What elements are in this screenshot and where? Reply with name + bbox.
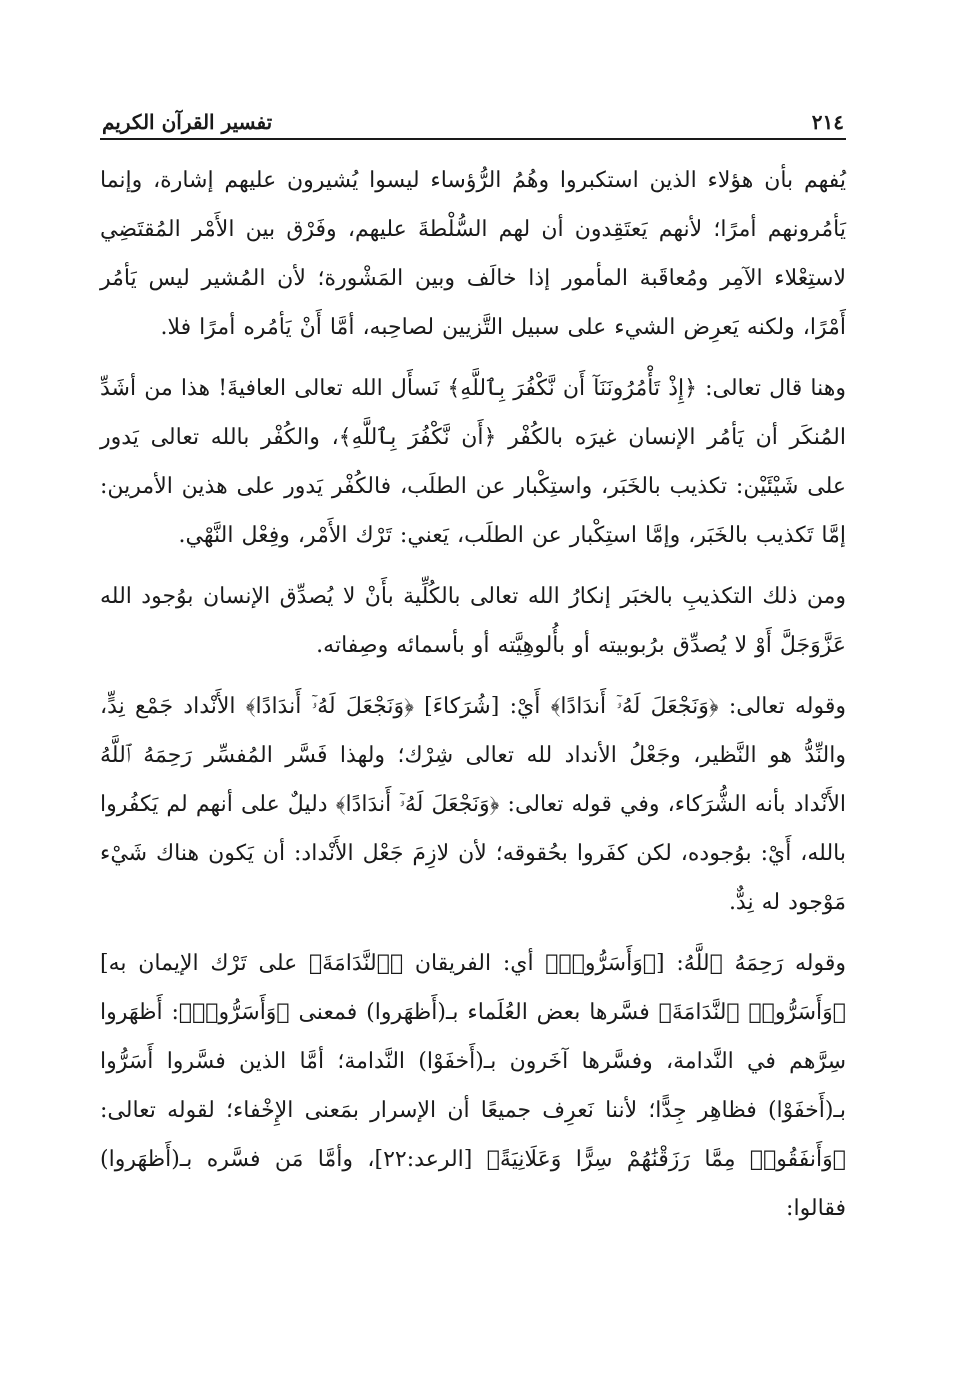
running-header <box>100 96 846 134</box>
page-number: ٢١٤ <box>811 110 844 134</box>
document-page <box>100 96 846 1245</box>
paragraph-1: يُفهم بأن هؤلاء الذين استكبروا وهُمُ الرُّؤساء ليسوا يُشيرون عليهم إشارة، وإنما يَأمُرونهم أمرًا؛ لأنهم يَعتَقِدون أن لهم السُّلْطةَ عليهم، وفَرْق بين الأَمْر المُقتَضِي لاستِعْلاء الآمِر ومُعاقَبة المأمور إذا خالَف وبين المَشْورة؛ لأن المُشير ليس يَأمُر أَمْرًا، ولكنه يَعرِض الشيء على سبيل التَّزيين لصاحِبه، أمَّا أَنْ يَأمُره أمرًا فلا. <box>100 168 846 340</box>
paragraph-2: وهنا قال تعالى: ﴿إِذْ تَأْمُرُونَنَآ أَن نَّكْفُرَ بِٱللَّهِ﴾ نَسأَل الله تعالى العافيةَ! هذا من أشَدِّ المُنكَر أن يَأمُر الإنسان غيرَه بالكُفْر ﴿أَن نَّكْفُرَ بِٱللَّهِ﴾، والكُفْر بالله تعالى يَدور على شَيْئَيْن: تكذيب بالخَبَر، واستِكْبار عن الطلَب، فالكُفْر يَدور على هذين الأمرين: إمَّا تَكذيب بالخَبَر، وإمَّا استِكْبار عن الطلَب، يَعني: تَرْك الأَمْر، وفِعْل النَّهْي. <box>100 376 846 548</box>
header-rule <box>100 138 846 140</box>
book-title: تفسير القرآن الكريم <box>102 110 273 134</box>
paragraph-3: ومن ذلك التكذيبِ بالخبَر إنكارُ الله تعالى بالكُلِّية بأَنْ لا يُصدِّق الإنسان بوُجود الله عَزَّوَجَلَّ أَوْ لا يُصدِّق برُبوبيته أو بأُلوهِيَّته أو بأسمائه وصِفاته. <box>100 584 846 658</box>
body-text <box>100 156 846 1233</box>
paragraph-5: وقوله رَحِمَهُ ٱللَّهُ: [﴿وَأَسَرُّوا۟﴾ أي: الفريقان ﴿ٱلنَّدَامَةَ﴾ على تَرْك الإيمان به] ﴿وَأَسَرُّوا۟ ٱلنَّدَامَةَ﴾ فسَّرها بعض العُلَماء بـ(أَظهَروا) فمعنى ﴿وَأَسَرُّوا۟﴾: أَظهَروا سِرَّهم في النَّدامة، وفسَّرها آخَرون بـ(أَخفَوْا) النَّدامة؛ أمَّا الذين فسَّروا أَسَرُّوا بـ(أَخفَوْا) فظاهِر جِدًّا؛ لأننا نَعرِف جميعًا أن الإسرار بمَعنى الإِخْفاء؛ لقوله تعالى: ﴿وَأَنفَقُوا۟ مِمَّا رَزَقْنَٰهُمْ سِرًّا وَعَلَانِيَةً﴾ [الرعد:٢٢]، وأمَّا مَن فسَّره بـ(أَظهَروا) فقالوا: <box>100 951 846 1221</box>
paragraph-4: وقوله تعالى: ﴿وَنَجْعَلَ لَهُۥٓ أَندَادًا﴾ أَيْ: [شُرَكاءَ] ﴿وَنَجْعَلَ لَهُۥٓ أَندَادًا﴾ الأَنْداد جَمْع نِدٍّ، والنِّدُّ هو النَّظير، وجَعْلُ الأنداد لله تعالى شِرْك؛ ولهذا فَسَّر المُفسِّر رَحِمَهُ ٱللَّهُ الأَنْداد بأنه الشُّرَكاء، وفي قوله تعالى: ﴿وَنَجْعَلَ لَهُۥٓ أَندَادًا﴾ دليلٌ على أنهم لم يَكفُروا بالله، أَيْ: بوُجوده، لكن كفَروا بحُقوقه؛ لأن لازِمَ جَعْل الأَنْداد: أن يَكون هناك شَيْء مَوْجود له نِدٌّ. <box>100 694 846 915</box>
